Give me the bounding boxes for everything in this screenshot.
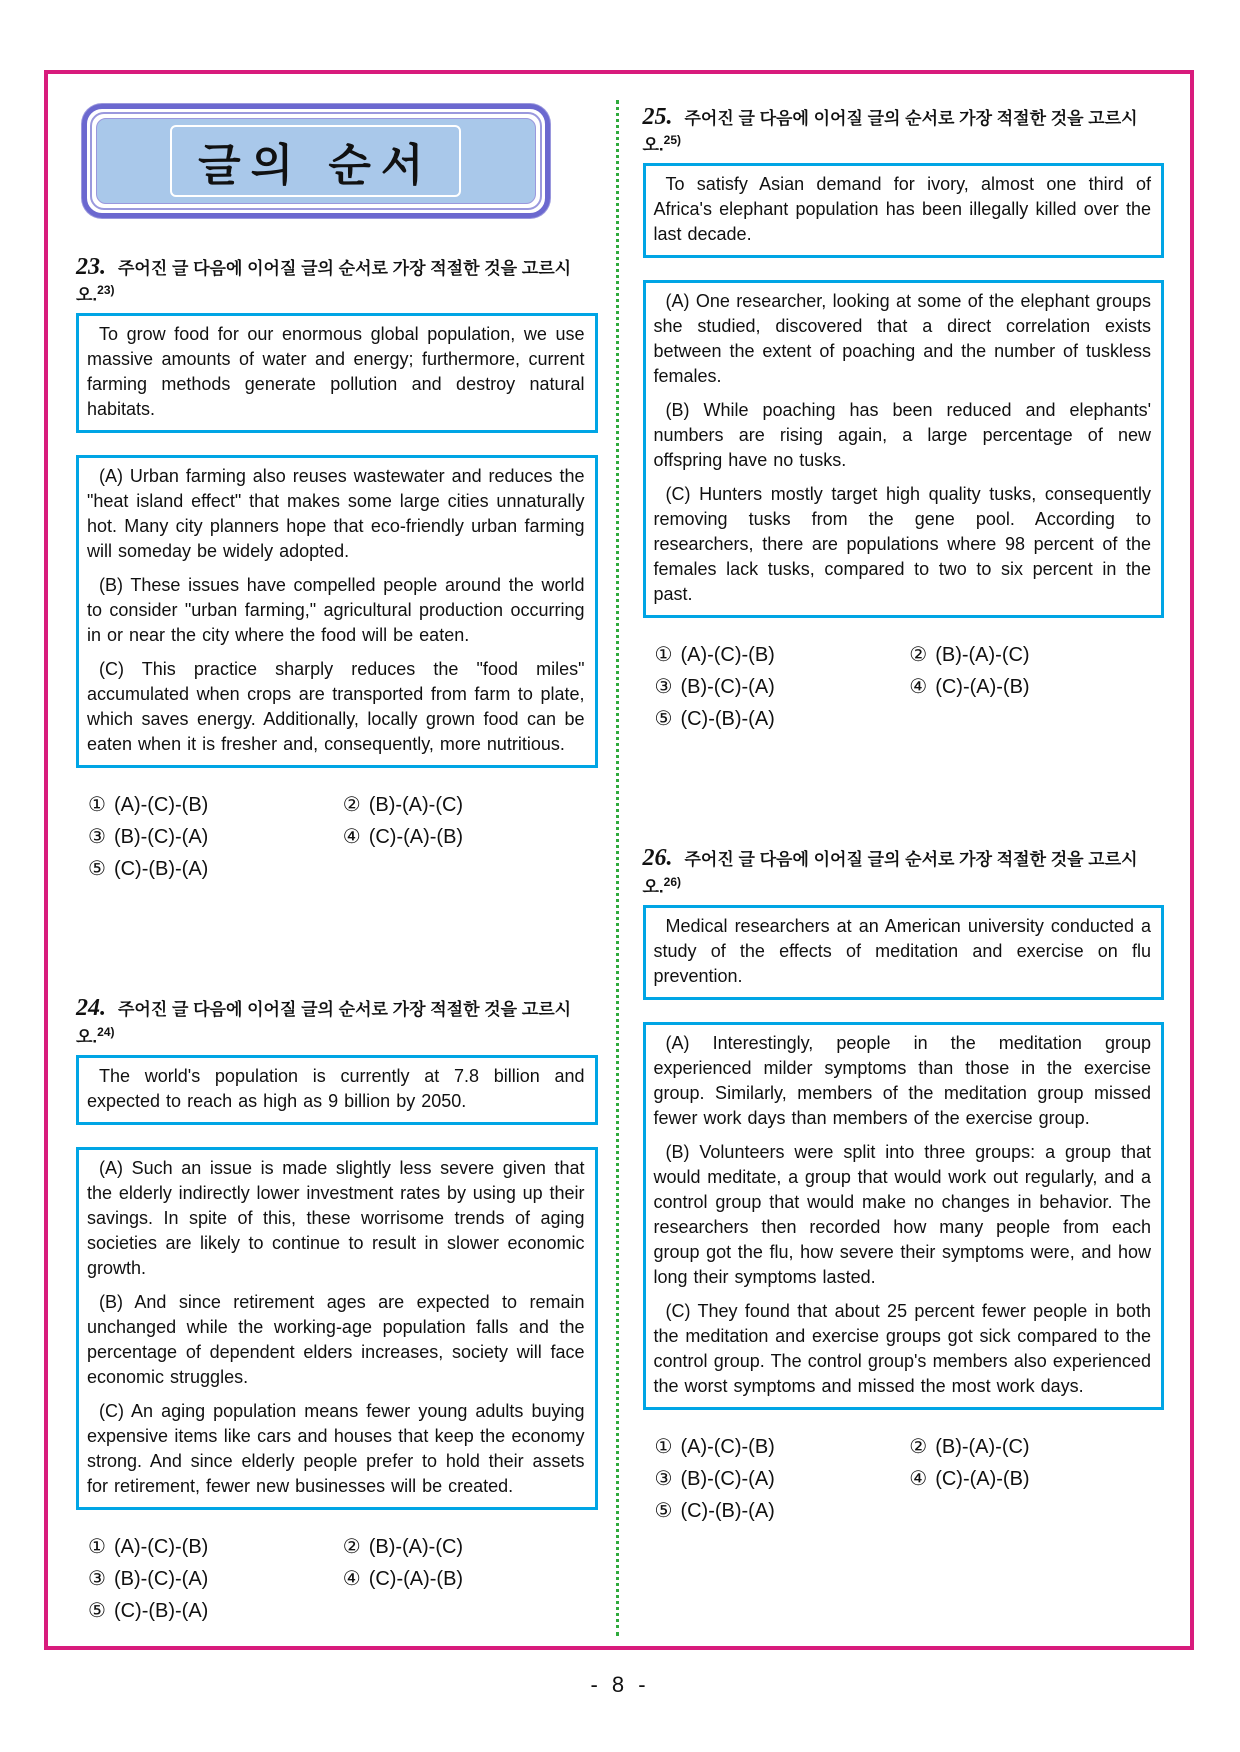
left-column-questions	[76, 252, 598, 1623]
choice-label: (C)-(B)-(A)	[680, 708, 775, 731]
choice-marker: ④	[342, 1567, 361, 1590]
choice-label: (B)-(A)-(C)	[935, 644, 1030, 667]
question	[643, 102, 1165, 731]
question-header	[76, 993, 598, 1048]
question-header	[643, 102, 1165, 157]
choice-label: (A)-(C)-(B)	[113, 1535, 209, 1558]
question-header	[643, 843, 1165, 898]
ordering-paragraph: (C) Hunters mostly target high quality tusks, consequently removing tusks from the gene pool. According to researchers, there are populations where 98 percent of the females lack tusks, compared to two to six percent in the past.	[653, 484, 1151, 605]
right-column	[619, 100, 1191, 1636]
footnote-ref: 26)	[663, 874, 681, 889]
left-column	[48, 100, 616, 1636]
choice-label: (A)-(C)-(B)	[680, 644, 775, 667]
section-title-panel	[96, 118, 536, 204]
choice-marker: ③	[88, 826, 106, 849]
choice-option	[88, 792, 343, 817]
ordering-paragraph: (C) This practice sharply reduces the "food miles" accumulated when crops are transported from farm to plate, which saves energy. Additionally, locally grown food can be eaten when it is fresher and, consequently, more nutritious.	[87, 659, 585, 755]
choice-option	[88, 856, 343, 881]
ordering-paragraph: (C) They found that about 25 percent fewer people in both the meditation and exercise groups got sick compared to the control group. The control group's members also experienced the worst symptoms and missed the most work days.	[653, 1300, 1151, 1396]
footnote-ref: 23)	[97, 283, 115, 298]
ordering-paragraph: (B) Volunteers were split into three groups: a group that would meditate, a group that would work out regularly, and a control group that would make no changes in behavior. The researchers then recorded how many people from each group got the flu, how severe their symptoms were, and how long their symptoms lasted.	[653, 1141, 1151, 1287]
choice-label: (A)-(C)-(B)	[680, 1435, 775, 1458]
choice-option	[88, 1534, 343, 1559]
choice-marker: ⑤	[654, 1499, 673, 1522]
choice-option	[88, 1566, 343, 1591]
footnote-ref: 24)	[97, 1024, 115, 1039]
choice-marker: ⑤	[654, 708, 673, 731]
question-prompt: 주어진 글 다음에 이어질 글의 순서로 가장 적절한 것을 고르시오.	[76, 1000, 572, 1046]
choice-marker: ②	[909, 644, 928, 667]
choice-option	[909, 1434, 1164, 1459]
choice-marker: ①	[654, 644, 673, 667]
ordering-paragraph: (B) While poaching has been reduced and elephants' numbers are rising again, a large percentage of new offspring have no tusks.	[653, 400, 1151, 471]
footnote-ref: 25)	[663, 133, 681, 148]
choice-option	[655, 642, 910, 667]
choice-label: (C)-(B)-(A)	[113, 1599, 209, 1622]
answer-choices	[76, 792, 598, 881]
choice-option	[343, 792, 598, 817]
choice-option	[88, 1598, 343, 1623]
choice-label: (B)-(C)-(A)	[113, 826, 209, 849]
question-number: 25.	[642, 104, 679, 130]
section-title: 글의 순서	[170, 125, 461, 197]
page-number: - 8 -	[590, 1672, 650, 1697]
given-passage-text: To grow food for our enormous global population, we use massive amounts of water and energy; furthermore, current farming methods generate pollution and destroy natural habitats.	[87, 324, 585, 420]
choice-label: (C)-(A)-(B)	[368, 1567, 464, 1590]
choice-label: (C)-(A)-(B)	[368, 826, 464, 849]
question-number: 24.	[76, 995, 112, 1022]
choice-marker: ①	[654, 1435, 673, 1458]
choice-label: (B)-(C)-(A)	[680, 1467, 775, 1490]
section-title-border	[90, 112, 542, 210]
given-passage-text: Medical researchers at an American university conducted a study of the effects of meditation and exercise on flu prevention.	[653, 915, 1151, 986]
ordering-paragraphs-box	[643, 280, 1165, 618]
answer-choices	[76, 1534, 598, 1623]
choice-marker: ③	[654, 1467, 673, 1490]
choice-marker: ④	[342, 826, 361, 849]
choice-option	[343, 824, 598, 849]
ordering-paragraph: (B) These issues have compelled people around the world to consider "urban farming," agricultural production occurring in or near the city where the food will be eaten.	[87, 575, 585, 646]
choice-label: (C)-(B)-(A)	[113, 858, 209, 881]
given-passage-text: To satisfy Asian demand for ivory, almost one third of Africa's elephant population has been illegally killed over the last decade.	[653, 174, 1151, 245]
given-passage-box	[643, 163, 1165, 258]
worksheet-frame	[44, 70, 1194, 1650]
choice-option	[655, 1434, 910, 1459]
choice-marker: ②	[909, 1435, 928, 1458]
choice-marker: ③	[88, 1567, 106, 1590]
choice-label: (B)-(C)-(A)	[113, 1567, 209, 1590]
question	[76, 993, 598, 1622]
choice-option	[655, 706, 910, 731]
question-number: 26.	[642, 845, 679, 872]
choice-label: (C)-(A)-(B)	[935, 1467, 1030, 1490]
choice-marker: ⑤	[88, 1599, 106, 1622]
given-passage-box	[643, 905, 1165, 1000]
ordering-paragraph: (B) And since retirement ages are expected to remain unchanged while the working-age population falls and the percentage of dependent elders increases, society will face economic struggles.	[87, 1291, 585, 1387]
choice-label: (B)-(A)-(C)	[368, 1535, 464, 1558]
choice-label: (B)-(A)-(C)	[935, 1435, 1030, 1458]
question-prompt: 주어진 글 다음에 이어질 글의 순서로 가장 적절한 것을 고르시오.	[642, 109, 1138, 155]
choice-option	[909, 1466, 1164, 1491]
choice-marker: ④	[909, 1467, 928, 1490]
ordering-paragraph: (A) Such an issue is made slightly less severe given that the elderly indirectly lower investment rates by using up their savings. In spite of this, these worrisome trends of aging societies are likely to continue to result in slower economic growth.	[87, 1157, 585, 1278]
choice-option	[655, 1498, 910, 1523]
choice-marker: ①	[88, 794, 106, 817]
given-passage-box	[76, 1055, 598, 1125]
choice-marker: ②	[342, 1535, 361, 1558]
choice-option	[88, 824, 343, 849]
choice-option	[655, 674, 910, 699]
section-title-plaque	[82, 104, 550, 218]
question	[76, 252, 598, 881]
choice-label: (B)-(C)-(A)	[680, 676, 775, 699]
choice-option	[655, 1466, 910, 1491]
ordering-paragraphs-box	[76, 455, 598, 768]
choice-option	[343, 1534, 598, 1559]
choice-label: (B)-(A)-(C)	[368, 794, 464, 817]
choice-option	[909, 642, 1164, 667]
ordering-paragraph: (A) One researcher, looking at some of the elephant groups she studied, discovered that a direct correlation exists between the extent of poaching and the number of tuskless females.	[653, 291, 1151, 387]
right-column-questions	[643, 102, 1165, 1523]
choice-marker: ③	[654, 676, 673, 699]
ordering-paragraph: (A) Urban farming also reuses wastewater and reduces the "heat island effect" that makes some large cities unnaturally hot. Many city planners hope that eco-friendly urban farming will someday be widely adopted.	[87, 466, 585, 562]
question	[643, 843, 1165, 1522]
ordering-paragraphs-box	[76, 1147, 598, 1510]
choice-label: (C)-(A)-(B)	[935, 676, 1030, 699]
choice-marker: ④	[909, 676, 928, 699]
question-prompt: 주어진 글 다음에 이어질 글의 순서로 가장 적절한 것을 고르시오.	[76, 259, 572, 305]
choice-label: (C)-(B)-(A)	[680, 1499, 775, 1522]
answer-choices	[643, 1434, 1165, 1523]
given-passage-text: The world's population is currently at 7.8 billion and expected to reach as high as 9 billion by 2050.	[87, 1065, 585, 1111]
choice-marker: ②	[342, 794, 361, 817]
given-passage-box	[76, 313, 598, 433]
choice-option	[909, 674, 1164, 699]
ordering-paragraph: (A) Interestingly, people in the meditation group experienced milder symptoms than those in the exercise group. Similarly, members of the meditation group missed fewer work days than members of the exercise group.	[653, 1032, 1151, 1128]
choice-marker: ⑤	[88, 858, 106, 881]
ordering-paragraphs-box	[643, 1022, 1165, 1410]
question-prompt: 주어진 글 다음에 이어질 글의 순서로 가장 적절한 것을 고르시오.	[642, 850, 1138, 896]
choice-marker: ①	[88, 1535, 106, 1558]
ordering-paragraph: (C) An aging population means fewer young adults buying expensive items like cars and houses that keep the economy strong. And since elderly people prefer to hold their assets for retirement, fewer new businesses will be created.	[87, 1400, 585, 1496]
question-header	[76, 252, 598, 307]
question-number: 23.	[76, 254, 112, 280]
choice-option	[343, 1566, 598, 1591]
answer-choices	[643, 642, 1165, 731]
choice-label: (A)-(C)-(B)	[113, 794, 209, 817]
